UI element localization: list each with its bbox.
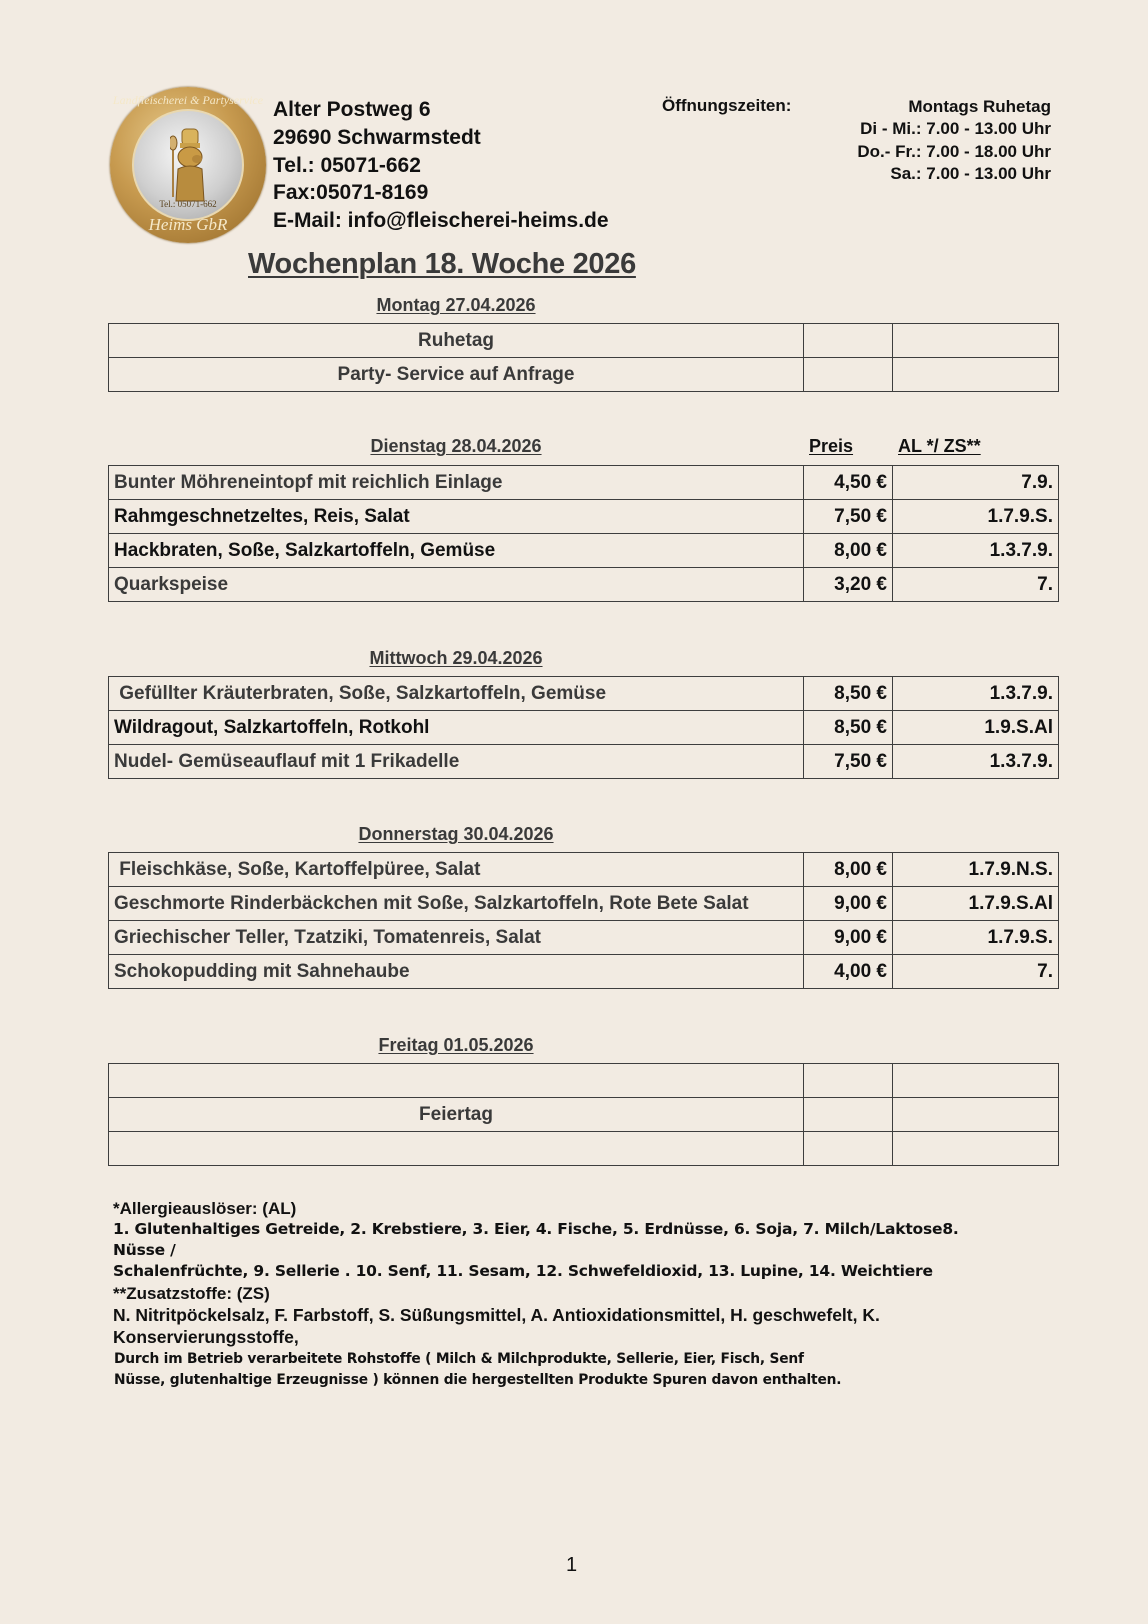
price-cell: 4,50 € [804, 466, 893, 500]
dish-cell: Quarkspeise [109, 568, 804, 602]
table-row [109, 711, 1059, 745]
price-cell: 9,00 € [804, 887, 893, 921]
codes-cell: 1.3.7.9. [893, 677, 1059, 711]
dish-cell: Schokopudding mit Sahnehaube [109, 955, 804, 989]
codes-cell: 1.7.9.N.S. [893, 853, 1059, 887]
table-row [109, 1098, 1059, 1132]
price-cell [804, 358, 893, 392]
dish-cell [109, 1132, 804, 1166]
allergen-list-line-1: 1. Glutenhaltiges Getreide, 2. Krebstiere, 3. Eier, 4. Fische, 5. Erdnüsse, 6. Soja, 7. Milch/Laktose8. Nüsse / [113, 1220, 959, 1259]
price-cell [804, 324, 893, 358]
menu-table-thursday [108, 852, 1059, 989]
hours-monday: Montags Ruhetag [908, 97, 1051, 116]
menu-table-tuesday [108, 465, 1059, 602]
price-cell: 4,00 € [804, 955, 893, 989]
codes-cell: 1.3.7.9. [893, 745, 1059, 779]
table-row [109, 887, 1059, 921]
allergen-legend [113, 1198, 1013, 1348]
additive-list-line-2: Konservierungsstoffe, [113, 1327, 299, 1347]
chef-pig-icon [170, 127, 210, 207]
disclaimer-line-2: Nüsse, glutenhaltige Erzeugnisse ) können die hergestellten Produkte Spuren davon enthalten. [114, 1372, 842, 1388]
dish-cell: Griechischer Teller, Tzatziki, Tomatenreis, Salat [109, 921, 804, 955]
codes-cell: 1.3.7.9. [893, 534, 1059, 568]
address-street: Alter Postweg 6 [273, 98, 431, 121]
dish-cell: Feiertag [109, 1098, 804, 1132]
opening-hours [857, 96, 1051, 185]
company-logo [110, 87, 266, 243]
table-row [109, 500, 1059, 534]
dish-cell: Fleischkäse, Soße, Kartoffelpüree, Salat [109, 853, 804, 887]
day-heading-wednesday: Mittwoch 29.04.2026 [369, 648, 543, 668]
dish-cell: Rahmgeschnetzeltes, Reis, Salat [109, 500, 804, 534]
hours-tue-wed: Di - Mi.: 7.00 - 13.00 Uhr [860, 119, 1051, 139]
column-header-codes: AL */ ZS** [898, 436, 981, 456]
logo-ring-top-text: Landfleischerei & Partyservice [112, 93, 264, 107]
menu-table-friday [108, 1063, 1059, 1166]
menu-table-wednesday [108, 676, 1059, 779]
table-row [109, 568, 1059, 602]
page-title: Wochenplan 18. Woche 2026 [248, 248, 636, 280]
table-row [109, 1132, 1059, 1166]
address-fax: Fax:05071-8169 [273, 181, 429, 205]
logo-ring-tel-text: Tel.: 05071-662 [159, 199, 217, 209]
price-cell [804, 1132, 893, 1166]
codes-cell [893, 1064, 1059, 1098]
additive-heading: **Zusatzstoffe: (ZS) [113, 1284, 270, 1303]
table-row [109, 955, 1059, 989]
table-row [109, 358, 1059, 392]
trace-disclaimer [114, 1349, 841, 1391]
codes-cell [893, 358, 1059, 392]
dish-cell: Gefüllter Kräuterbraten, Soße, Salzkartoffeln, Gemüse [109, 677, 804, 711]
codes-cell [893, 1098, 1059, 1132]
address-block [273, 96, 609, 235]
page-number: 1 [566, 1554, 578, 1576]
price-cell: 8,00 € [804, 534, 893, 568]
price-cell [804, 1064, 893, 1098]
allergen-list-line-2: Schalenfrüchte, 9. Sellerie . 10. Senf, 11. Sesam, 12. Schwefeldioxid, 13. Lupine, 14. Weichtiere [113, 1262, 933, 1280]
hours-thu-fri: Do.- Fr.: 7.00 - 18.00 Uhr [857, 141, 1051, 161]
codes-cell: 7. [893, 955, 1059, 989]
table-row [109, 324, 1059, 358]
table-row [109, 853, 1059, 887]
dish-cell: Wildragout, Salzkartoffeln, Rotkohl [109, 711, 804, 745]
dish-cell: Ruhetag [109, 324, 804, 358]
price-cell: 8,50 € [804, 711, 893, 745]
dish-cell [109, 1064, 804, 1098]
price-cell: 9,00 € [804, 921, 893, 955]
codes-cell: 1.7.9.S. [893, 921, 1059, 955]
day-heading-monday: Montag 27.04.2026 [376, 295, 536, 315]
codes-cell: 1.7.9.S. [893, 500, 1059, 534]
opening-hours-label: Öffnungszeiten: [662, 96, 792, 115]
codes-cell: 1.9.S.Al [893, 711, 1059, 745]
additive-list-line-1: N. Nitritpöckelsalz, F. Farbstoff, S. Süßungsmittel, A. Antioxidationsmittel, H. geschwefelt, K. [113, 1305, 880, 1325]
price-cell: 8,50 € [804, 677, 893, 711]
codes-cell: 7. [893, 568, 1059, 602]
disclaimer-line-1: Durch im Betrieb verarbeitete Rohstoffe ( Milch & Milchprodukte, Sellerie, Eier, Fisch, Senf [114, 1351, 804, 1367]
day-heading-friday: Freitag 01.05.2026 [378, 1035, 534, 1055]
address-email: E-Mail: info@fleischerei-heims.de [273, 209, 609, 233]
table-row [109, 466, 1059, 500]
table-row [109, 534, 1059, 568]
table-row [109, 921, 1059, 955]
dish-cell: Hackbraten, Soße, Salzkartoffeln, Gemüse [109, 534, 804, 568]
address-city: 29690 Schwarmstedt [273, 125, 481, 149]
hours-sat: Sa.: 7.00 - 13.00 Uhr [890, 163, 1051, 183]
price-cell: 8,00 € [804, 853, 893, 887]
table-row [109, 1064, 1059, 1098]
price-cell: 7,50 € [804, 500, 893, 534]
price-cell [804, 1098, 893, 1132]
logo-ring-bottom-text: Heims GbR [148, 215, 228, 234]
column-header-price: Preis [809, 436, 854, 456]
dish-cell: Geschmorte Rinderbäckchen mit Soße, Salzkartoffeln, Rote Bete Salat [109, 887, 804, 921]
dish-cell: Nudel- Gemüseauflauf mit 1 Frikadelle [109, 745, 804, 779]
address-phone: Tel.: 05071-662 [273, 153, 421, 177]
price-cell: 3,20 € [804, 568, 893, 602]
menu-table-monday [108, 323, 1059, 392]
codes-cell: 1.7.9.S.Al [893, 887, 1059, 921]
day-heading-tuesday: Dienstag 28.04.2026 [370, 436, 542, 456]
dish-cell: Bunter Möhreneintopf mit reichlich Einlage [109, 466, 804, 500]
allergen-heading: *Allergieauslöser: (AL) [113, 1199, 297, 1218]
day-heading-thursday: Donnerstag 30.04.2026 [358, 824, 554, 844]
price-cell: 7,50 € [804, 745, 893, 779]
codes-cell [893, 324, 1059, 358]
dish-cell: Party- Service auf Anfrage [109, 358, 804, 392]
codes-cell [893, 1132, 1059, 1166]
table-row [109, 677, 1059, 711]
codes-cell: 7.9. [893, 466, 1059, 500]
table-row [109, 745, 1059, 779]
